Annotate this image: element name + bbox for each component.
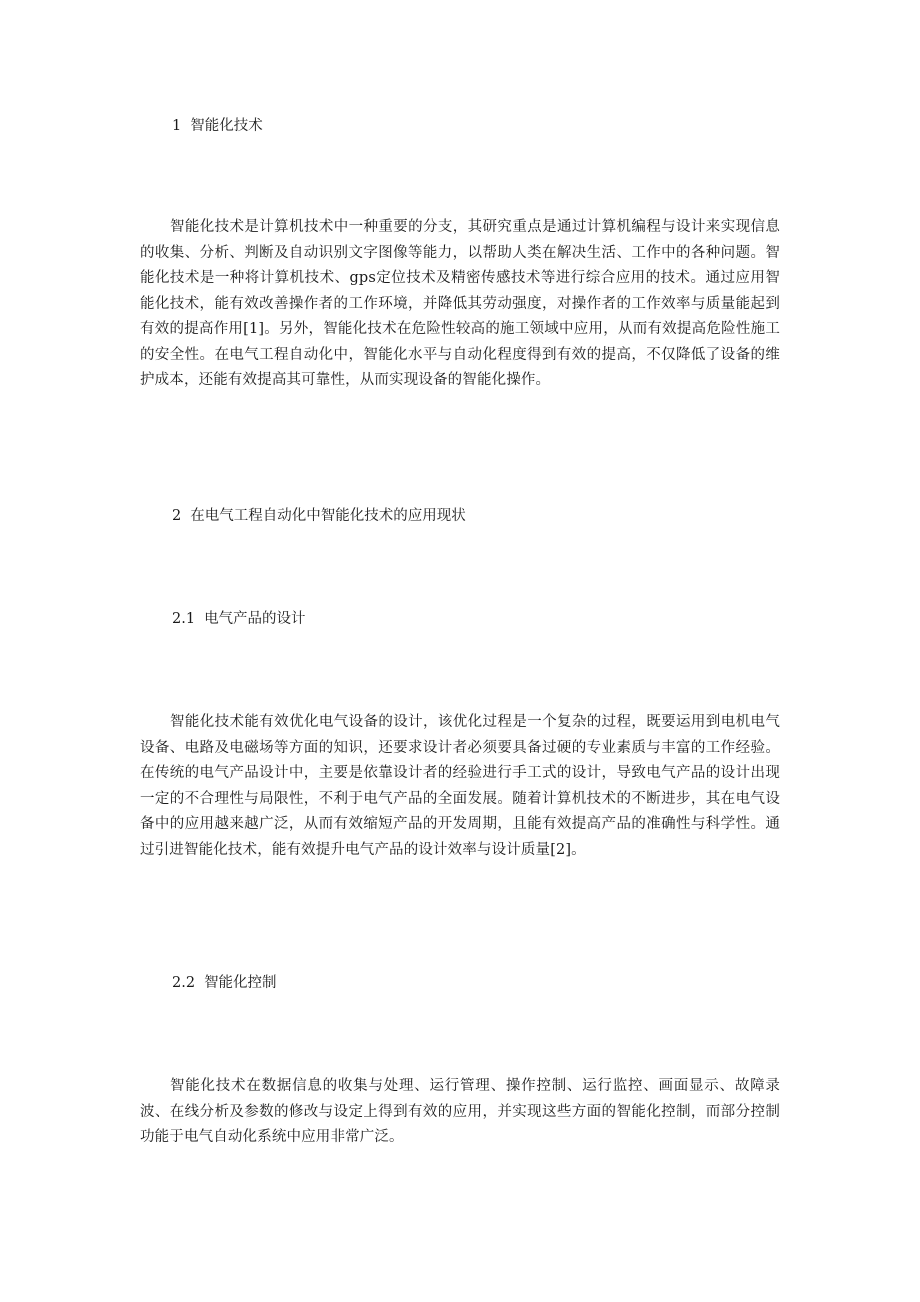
section-title: 在电气工程自动化中智能化技术的应用现状 <box>190 508 466 524</box>
section-heading-2 <box>172 506 466 526</box>
section-title: 电气产品的设计 <box>204 611 306 627</box>
section-heading-2-1 <box>172 609 306 629</box>
section-heading-1 <box>172 116 263 136</box>
section-number: 2.2 <box>172 975 196 991</box>
section-number: 1 <box>172 118 182 134</box>
section-number: 2 <box>172 508 182 524</box>
section-title: 智能化技术 <box>190 118 263 134</box>
section-number: 2.1 <box>172 611 196 627</box>
section-heading-2-2 <box>172 973 277 993</box>
section-title: 智能化控制 <box>204 975 277 991</box>
paragraph-intelligent-control: 智能化技术在数据信息的收集与处理、运行管理、操作控制、运行监控、画面显示、故障录波、在线分析及参数的修改与设定上得到有效的应用，并实现这些方面的智能化控制，而部分控制功能于电气自动化系统中应用非常广泛。 <box>140 1078 780 1145</box>
paragraph-product-design: 智能化技术能有效优化电气设备的设计，该优化过程是一个复杂的过程，既要运用到电机电气设备、电路及电磁场等方面的知识，还要求设计者必须要具备过硬的专业素质与丰富的工作经验。在传统的电气产品设计中，主要是依靠设计者的经验进行手工式的设计，导致电气产品的设计出现一定的不合理性与局限性，不利于电气产品的全面发展。随着计算机技术的不断进步，其在电气设备中的应用越来越广泛，从而有效缩短产品的开发周期，且能有效提高产品的准确性与科学性。通过引进智能化技术，能有效提升电气产品的设计效率与设计质量[2]。 <box>140 714 780 858</box>
paragraph-intelligent-technology: 智能化技术是计算机技术中一种重要的分支，其研究重点是通过计算机编程与设计来实现信息的收集、分析、判断及自动识别文字图像等能力，以帮助人类在解决生活、工作中的各种问题。智能化技术是一种将计算机技术、gps定位技术及精密传感技术等进行综合应用的技术。通过应用智能化技术，能有效改善操作者的工作环境，并降低其劳动强度，对操作者的工作效率与质量能起到有效的提高作用[1]。另外，智能化技术在危险性较高的施工领域中应用，从而有效提高危险性施工的安全性。在电气工程自动化中，智能化水平与自动化程度得到有效的提高，不仅降低了设备的维护成本，还能有效提高其可靠性，从而实现设备的智能化操作。 <box>140 219 780 388</box>
